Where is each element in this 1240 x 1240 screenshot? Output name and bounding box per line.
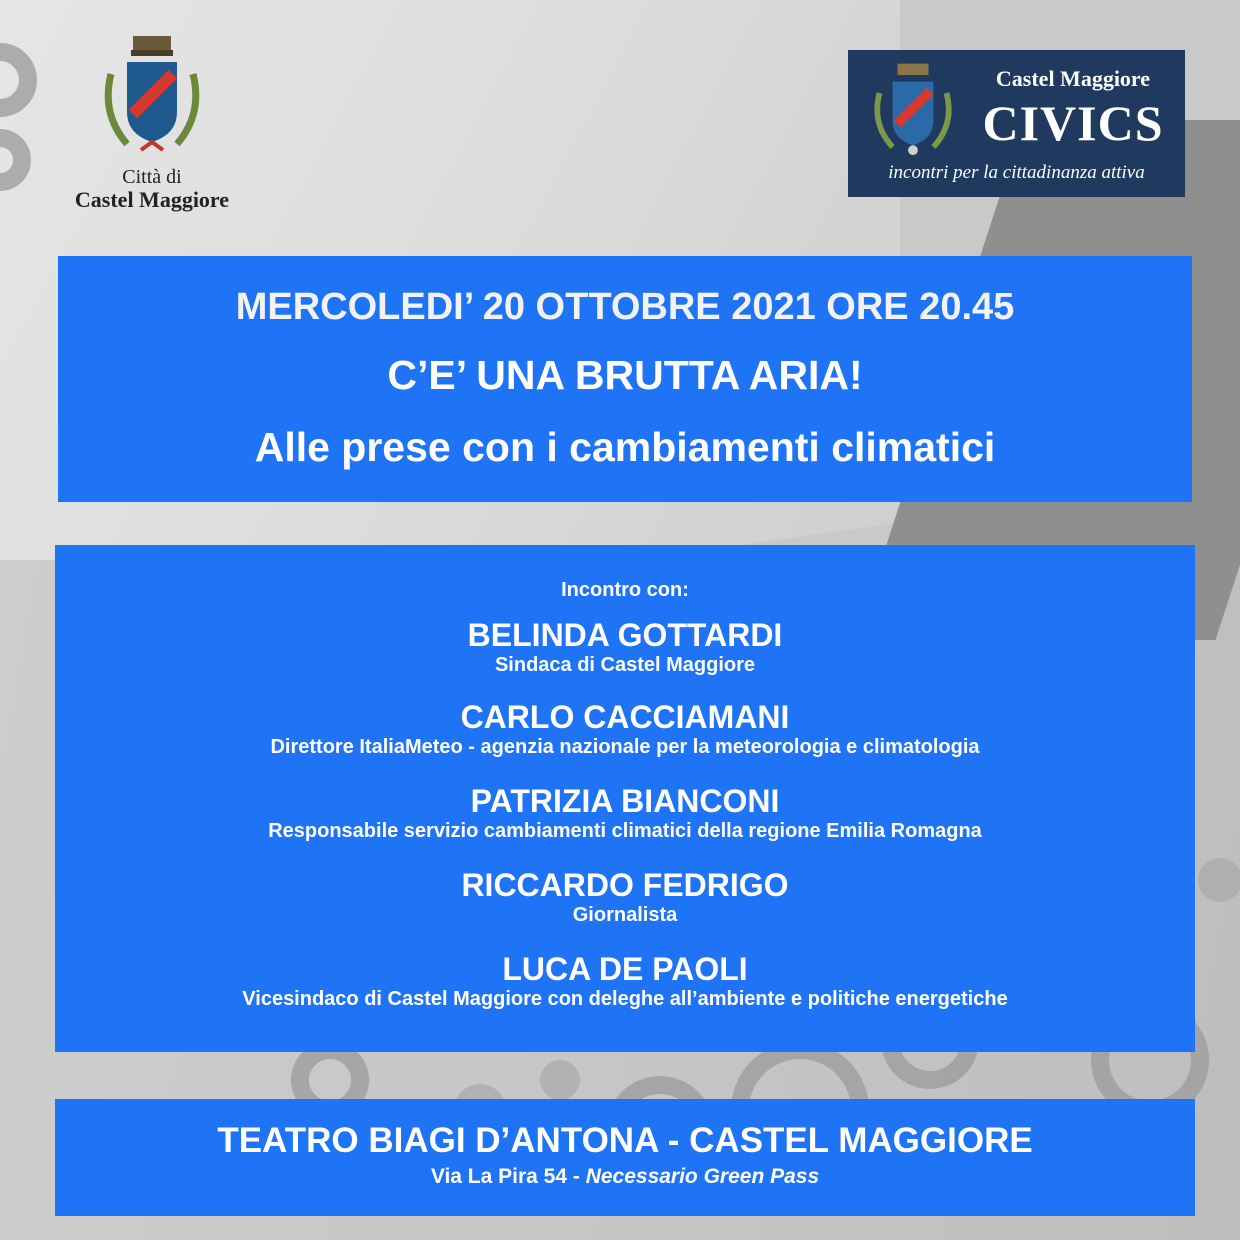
speaker-role: Sindaca di Castel Maggiore xyxy=(494,654,756,676)
speaker-role: Giornalista xyxy=(572,904,678,926)
coat-of-arms-icon xyxy=(97,34,207,164)
venue-address-line xyxy=(55,1165,1195,1189)
speaker-item xyxy=(55,951,1195,1011)
city-logo-line2: Castel Maggiore xyxy=(74,187,230,212)
speaker-role: Vicesindaco di Castel Maggiore con deleghe all’ambiente e politiche energetiche xyxy=(242,988,1008,1010)
event-subtitle: Alle prese con i cambiamenti climatici xyxy=(254,424,996,470)
speaker-name: CARLO CACCIAMANI xyxy=(460,699,790,735)
speaker-item xyxy=(55,617,1195,677)
speaker-item xyxy=(55,699,1195,759)
venue-address: Via La Pira 54 - xyxy=(430,1165,586,1188)
venue-name: TEATRO BIAGI D’ANTONA - CASTEL MAGGIORE xyxy=(217,1121,1033,1160)
civics-name: CIVICS xyxy=(982,95,1164,151)
city-logo-line1: Città di xyxy=(122,166,182,188)
venue-note: Necessario Green Pass xyxy=(585,1165,820,1188)
event-title: C’E’ UNA BRUTTA ARIA! xyxy=(387,352,863,398)
speaker-name: BELINDA GOTTARDI xyxy=(467,617,783,653)
coat-of-arms-icon xyxy=(868,62,958,160)
venue-panel xyxy=(55,1099,1195,1216)
speaker-role: Responsabile servizio cambiamenti climatici della regione Emilia Romagna xyxy=(268,820,982,842)
speakers-intro: Incontro con: xyxy=(561,579,689,601)
civics-logo xyxy=(848,50,1185,197)
speaker-name: RICCARDO FEDRIGO xyxy=(461,867,789,903)
speaker-name: PATRIZIA BIANCONI xyxy=(470,783,780,819)
speaker-item xyxy=(55,783,1195,843)
civics-tagline: incontri per la cittadinanza attiva xyxy=(888,162,1145,183)
speaker-role: Direttore ItaliaMeteo - agenzia nazionale per la meteorologia e climatologia xyxy=(270,736,980,758)
speaker-name: LUCA DE PAOLI xyxy=(502,951,748,987)
event-header xyxy=(58,256,1192,502)
event-date: MERCOLEDI’ 20 OTTOBRE 2021 ORE 20.45 xyxy=(235,286,1015,328)
city-logo xyxy=(62,34,242,214)
speakers-panel xyxy=(55,545,1195,1052)
civics-town: Castel Maggiore xyxy=(995,66,1151,91)
speaker-item xyxy=(55,867,1195,927)
